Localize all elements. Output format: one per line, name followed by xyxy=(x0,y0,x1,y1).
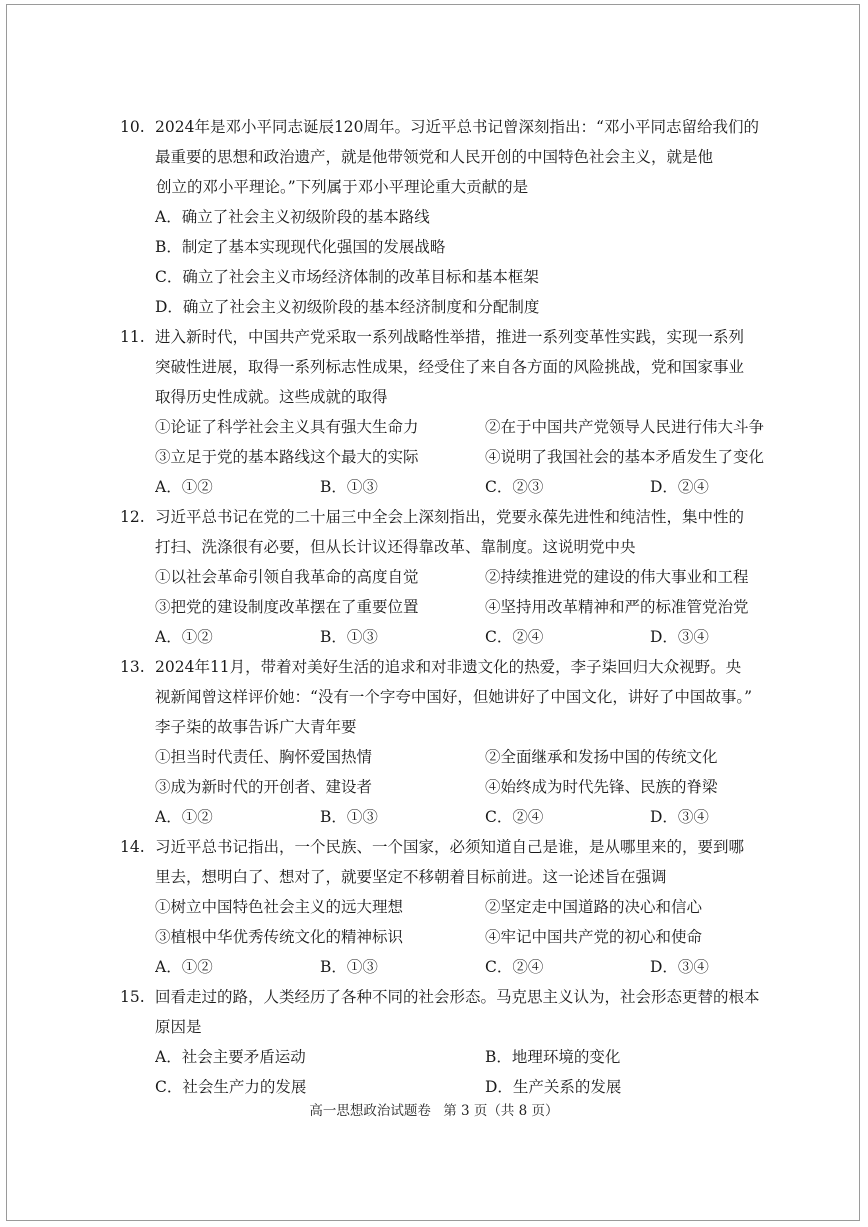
choice-b: B．①③ xyxy=(320,958,378,976)
question-stem-line: 原因是 xyxy=(155,1018,202,1036)
question-stem-line: 突破性进展，取得一系列标志性成果，经受住了来自各方面的风险挑战，党和国家事业 xyxy=(155,358,745,376)
question-stem-line: 进入新时代，中国共产党采取一系列战略性举措，推进一系列变革性实践，实现一系列 xyxy=(155,328,745,346)
statement-4: ④牢记中国共产党的初心和使命 xyxy=(485,928,703,946)
choice-d: D．②④ xyxy=(650,478,709,496)
option-d: D．生产关系的发展 xyxy=(485,1078,622,1096)
question-stem-line: 2024年11月，带着对美好生活的追求和对非遗文化的热爱，李子柒回归大众视野。央 xyxy=(155,658,742,676)
option-d: D．确立了社会主义初级阶段的基本经济制度和分配制度 xyxy=(155,298,540,316)
statement-3: ③把党的建设制度改革摆在了重要位置 xyxy=(155,598,419,616)
statement-1: ①以社会革命引领自我革命的高度自觉 xyxy=(155,568,419,586)
option-c: C．社会生产力的发展 xyxy=(155,1078,307,1096)
choice-d: D．③④ xyxy=(650,958,709,976)
question-number: 11. xyxy=(120,328,145,346)
statement-4: ④说明了我国社会的基本矛盾发生了变化 xyxy=(485,448,765,466)
choice-c: C．②③ xyxy=(485,478,544,496)
question-13 xyxy=(120,652,810,832)
choice-a: A．①② xyxy=(155,958,213,976)
statement-3: ③成为新时代的开创者、建设者 xyxy=(155,778,373,796)
statement-1: ①论证了科学社会主义具有强大生命力 xyxy=(155,418,419,436)
question-stem-line: 创立的邓小平理论。”下列属于邓小平理论重大贡献的是 xyxy=(156,178,529,196)
question-number: 15. xyxy=(120,988,145,1006)
statement-2: ②在于中国共产党领导人民进行伟大斗争 xyxy=(485,418,765,436)
question-15 xyxy=(120,982,810,1102)
option-b: B．制定了基本实现现代化强国的发展战略 xyxy=(155,238,446,256)
statement-4: ④始终成为时代先锋、民族的脊梁 xyxy=(485,778,718,796)
choice-a: A．①② xyxy=(155,808,213,826)
page-footer xyxy=(0,1101,868,1121)
choice-b: B．①③ xyxy=(320,628,378,646)
statement-2: ②坚定走中国道路的决心和信心 xyxy=(485,898,703,916)
statement-4: ④坚持用改革精神和严的标准管党治党 xyxy=(485,598,749,616)
statement-1: ①担当时代责任、胸怀爱国热情 xyxy=(155,748,373,766)
choice-a: A．①② xyxy=(155,478,213,496)
question-stem-line: 习近平总书记指出，一个民族、一个国家，必须知道自己是谁，是从哪里来的，要到哪 xyxy=(155,838,745,856)
question-list xyxy=(120,112,810,1102)
question-number: 14. xyxy=(120,838,145,856)
question-stem-line: 2024年是邓小平同志诞辰120周年。习近平总书记曾深刻指出：“邓小平同志留给我们的 xyxy=(155,118,759,136)
statement-3: ③植根中华优秀传统文化的精神标识 xyxy=(155,928,404,946)
option-a: A．社会主要矛盾运动 xyxy=(155,1048,306,1066)
question-stem-line: 回看走过的路，人类经历了各种不同的社会形态。马克思主义认为，社会形态更替的根本 xyxy=(155,988,760,1006)
statement-1: ①树立中国特色社会主义的远大理想 xyxy=(155,898,404,916)
question-stem-line: 里去，想明白了、想对了，就要坚定不移朝着目标前进。这一论述旨在强调 xyxy=(155,868,667,886)
choice-b: B．①③ xyxy=(320,478,378,496)
choice-c: C．②④ xyxy=(485,808,544,826)
choice-c: C．②④ xyxy=(485,958,544,976)
question-stem-line: 取得历史性成就。这些成就的取得 xyxy=(155,388,388,406)
question-stem-line: 打扫、洗涤很有必要，但从长计议还得靠改革、靠制度。这说明党中央 xyxy=(155,538,636,556)
question-stem-line: 视新闻曾这样评价她：“没有一个字夸中国好，但她讲好了中国文化，讲好了中国故事。” xyxy=(155,688,753,706)
question-14 xyxy=(120,832,810,982)
statement-3: ③立足于党的基本路线这个最大的实际 xyxy=(155,448,419,466)
question-11 xyxy=(120,322,810,502)
question-stem-line: 李子柒的故事告诉广大青年要 xyxy=(155,718,357,736)
page-number: 第 3 页（共 8 页） xyxy=(443,1103,559,1119)
statement-2: ②全面继承和发扬中国的传统文化 xyxy=(485,748,718,766)
choice-d: D．③④ xyxy=(650,808,709,826)
option-c: C．确立了社会主义市场经济体制的改革目标和基本框架 xyxy=(155,268,539,286)
choice-b: B．①③ xyxy=(320,808,378,826)
option-a: A．确立了社会主义初级阶段的基本路线 xyxy=(155,208,430,226)
choice-a: A．①② xyxy=(155,628,213,646)
statement-2: ②持续推进党的建设的伟大事业和工程 xyxy=(485,568,749,586)
question-number: 12. xyxy=(120,508,145,526)
choice-d: D．③④ xyxy=(650,628,709,646)
choice-c: C．②④ xyxy=(485,628,544,646)
question-10 xyxy=(120,112,810,322)
option-b: B．地理环境的变化 xyxy=(485,1048,621,1066)
question-12 xyxy=(120,502,810,652)
question-number: 13. xyxy=(120,658,145,676)
exam-title: 高一思想政治试题卷 xyxy=(309,1103,431,1119)
question-stem-line: 习近平总书记在党的二十届三中全会上深刻指出，党要永葆先进性和纯洁性，集中性的 xyxy=(155,508,745,526)
question-number: 10. xyxy=(120,118,145,136)
question-stem-line: 最重要的思想和政治遗产，就是他带领党和人民开创的中国特色社会主义，就是他 xyxy=(155,148,714,166)
